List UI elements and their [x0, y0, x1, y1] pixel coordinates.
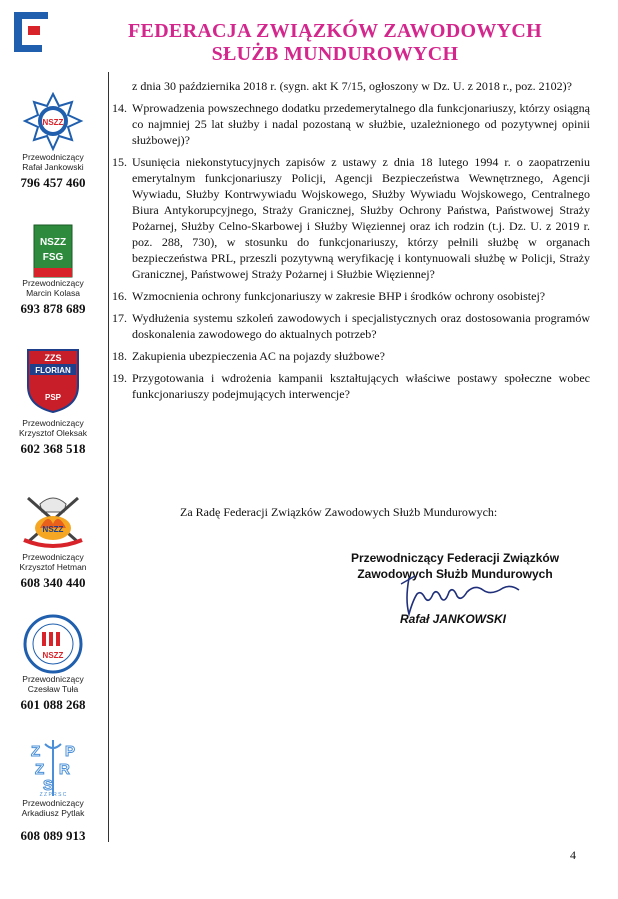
chair-phone: 796 457 460: [20, 175, 86, 190]
svg-text:S: S: [43, 777, 54, 794]
chair-role: Przewodniczący: [22, 278, 84, 288]
svg-text:R: R: [59, 761, 70, 778]
svg-text:Z: Z: [35, 761, 45, 778]
item-number: 14.: [112, 101, 127, 115]
item-number: 16.: [112, 289, 127, 303]
svg-text:FSG: FSG: [42, 252, 64, 263]
sidebar-divider: [108, 72, 109, 842]
chair-role: Przewodniczący: [22, 674, 84, 684]
item-text: Wprowadzenia powszechnego dodatku przedemerytalnego dla funkcjonariuszy, którzy osiągną co najmniej 25 lat służby i nadal pozostaną w służbie, uzależnionego od pozytywnej opinii służbowej)?: [132, 101, 590, 147]
item-number: 18.: [112, 349, 127, 363]
chair-role: Przewodniczący: [22, 552, 84, 562]
list-item: [112, 288, 590, 304]
svg-text:Z: Z: [31, 743, 41, 760]
item-text: Wydłużenia systemu szkoleń zawodowych i specjalistycznych oraz dostosowania programów doskonalenia zawodowego do aktualnych potrzeb?: [132, 311, 590, 341]
page-number: 4: [570, 848, 576, 862]
nszz-circle-emblem-icon: [22, 614, 84, 674]
header-title-line1: FEDERACJA ZWIĄZKÓW ZAWODOWYCH: [128, 20, 542, 42]
list-item: [112, 370, 590, 402]
chair-phone: 693 878 689: [20, 301, 86, 316]
svg-text:FLORIAN: FLORIAN: [35, 366, 71, 375]
zzprsc-emblem-icon: [21, 738, 85, 798]
signature-title-line1: Przewodniczący Federacji Związków: [350, 551, 560, 565]
chair-name: Rafał Jankowski: [22, 162, 84, 172]
svg-text:PSP: PSP: [44, 393, 62, 402]
chair-name: Czesław Tuła: [27, 684, 79, 694]
sidebar-member-5: [0, 614, 106, 713]
svg-text:NSZZ: NSZZ: [42, 651, 64, 660]
chair-phone: 601 088 268: [20, 697, 86, 712]
svg-text:NSZZ: NSZZ: [42, 525, 64, 534]
chair-name: Marcin Kolasa: [26, 288, 80, 298]
continuation-paragraph: z dnia 30 października 2018 r. (sygn. akt K 7/15, ogłoszony w Dz. U. z 2018 r., poz. 2102)?: [132, 79, 572, 93]
chair-phone: 608 089 913: [20, 828, 86, 843]
zzs-florian-emblem-icon: [26, 348, 80, 414]
sidebar-member-1: [0, 92, 106, 191]
chair-name: Krzysztof Hetman: [19, 562, 87, 572]
list-item: [112, 100, 590, 148]
item-number: 19.: [112, 371, 127, 385]
chair-phone: 602 368 518: [20, 441, 86, 456]
page-header: [0, 0, 618, 72]
sidebar-member-4: [0, 490, 106, 591]
item-text: Usunięcia niekonstytucyjnych zapisów z ustawy z dnia 18 lutego 1994 r. o zaopatrzeniu emerytalnym funkcjonariuszy Policji, Agencji Bezpieczeństwa Wewnętrznego, Agencji Wywiadu, Służby Kontrwywiadu Wojskowego, Służby Wywiadu Wojskowego, Centralnego Biura Antykorupcyjnego, Straży Granicznej, Służby Ochrony Państwa, Państwowej Straży Pożarnej, Służby Celno-Skarbowej i Służby Więziennej oraz ich rodzin (t.j. Dz. U. z 2019 r. poz. 288, 730), w stosunku do funkcjonariuszy, którzy pełnili służbę w organach bezpieczeństwa PRL, przeszli pozytywną weryfikację i kontynuowali służbę w Policji, Straży Granicznej, Państwowej Straży Pożarnej i Służbie Więziennej?: [132, 155, 590, 281]
signature-name: Rafał JANKOWSKI: [400, 612, 507, 626]
chair-role: Przewodniczący: [22, 152, 84, 162]
chair-name: Krzysztof Oleksak: [18, 428, 88, 438]
list-item: [112, 310, 590, 342]
federation-logo-icon: [14, 12, 48, 52]
item-number: 15.: [112, 155, 127, 169]
item-text: Zakupienia ubezpieczenia AC na pojazdy służbowe?: [132, 349, 385, 363]
chair-phone: 608 340 440: [20, 575, 86, 590]
svg-text:NSZZ: NSZZ: [42, 118, 64, 127]
sidebar-member-6: [0, 738, 106, 844]
nszz-firefighters-emblem-icon: [18, 490, 88, 552]
list-item: [112, 154, 590, 282]
chair-role: Przewodniczący: [22, 418, 84, 428]
nszz-police-emblem-icon: [22, 92, 84, 152]
header-title-line2: SŁUŻB MUNDUROWYCH: [211, 43, 459, 65]
item-text: Wzmocnienia ochrony funkcjonariuszy w zakresie BHP i środków ochrony osobistej?: [132, 289, 546, 303]
closing-line: Za Radę Federacji Związków Zawodowych Służb Mundurowych:: [180, 505, 498, 519]
svg-text:NSZZ: NSZZ: [39, 237, 67, 248]
svg-text:P: P: [65, 743, 76, 760]
svg-text:Z Z P R S C: Z Z P R S C: [39, 792, 67, 798]
item-text: Przygotowania i wdrożenia kampanii kształtujących właściwe postawy społeczne wobec funkcjonariuszy podejmujących interwencje?: [132, 371, 590, 401]
svg-text:ZZS: ZZS: [44, 353, 62, 363]
sidebar-member-2: [0, 224, 106, 317]
nszz-fsg-emblem-icon: [33, 224, 73, 278]
item-number: 17.: [112, 311, 127, 325]
sidebar-member-3: [0, 348, 106, 457]
signature-title-line2: Zawodowych Służb Mundurowych: [357, 567, 553, 581]
chair-role: Przewodniczący: [22, 798, 84, 808]
list-item: [112, 348, 590, 364]
document-body: [112, 78, 590, 408]
chair-name: Arkadiusz Pytlak: [21, 808, 85, 818]
